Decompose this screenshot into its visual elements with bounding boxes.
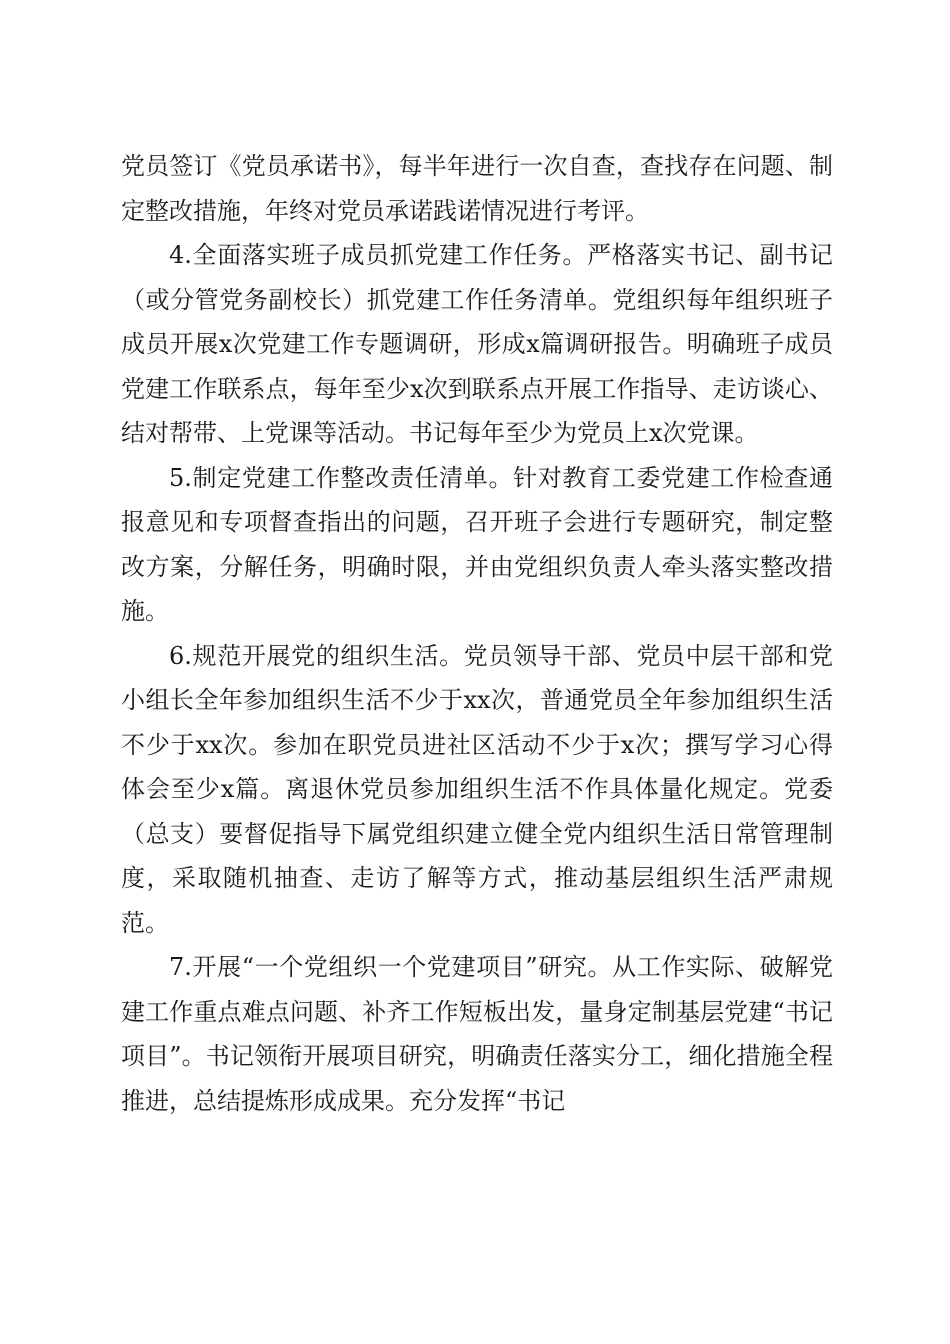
paragraph-item-6: 6.规范开展党的组织生活。党员领导干部、党员中层干部和党小组长全年参加组织生活不少于xx次，普通党员全年参加组织生活不少于xx次。参加在职党员进社区活动不少于x次；撰写学习心得体会至少x篇。离退休党员参加组织生活不作具体量化规定。党委（总支）要督促指导下属党组织建立健全党内组织生活日常管理制度，采取随机抽查、走访了解等方式，推动基层组织生活严肃规范。	[121, 641, 833, 937]
paragraph-continuation: 党员签订《党员承诺书》，每半年进行一次自查，查找存在问题、制定整改措施，年终对党员承诺践诺情况进行考评。	[121, 152, 833, 225]
paragraph-item-7: 7.开展“一个党组织一个党建项目”研究。从工作实际、破解党建工作重点难点问题、补齐工作短板出发，量身定制基层党建“书记项目”。书记领衔开展项目研究，明确责任落实分工，细化措施全程推进，总结提炼形成成果。充分发挥“书记	[121, 953, 833, 1115]
paragraph-item-5: 5.制定党建工作整改责任清单。针对教育工委党建工作检查通报意见和专项督查指出的问题，召开班子会进行专题研究，制定整改方案，分解任务，明确时限，并由党组织负责人牵头落实整改措施。	[121, 463, 833, 625]
paragraph-item-4: 4.全面落实班子成员抓党建工作任务。严格落实书记、副书记（或分管党务副校长）抓党建工作任务清单。党组织每年组织班子成员开展x次党建工作专题调研，形成x篇调研报告。明确班子成员党建工作联系点，每年至少x次到联系点开展工作指导、走访谈心、结对帮带、上党课等活动。书记每年至少为党员上x次党课。	[121, 241, 833, 447]
document-body	[121, 144, 833, 1123]
